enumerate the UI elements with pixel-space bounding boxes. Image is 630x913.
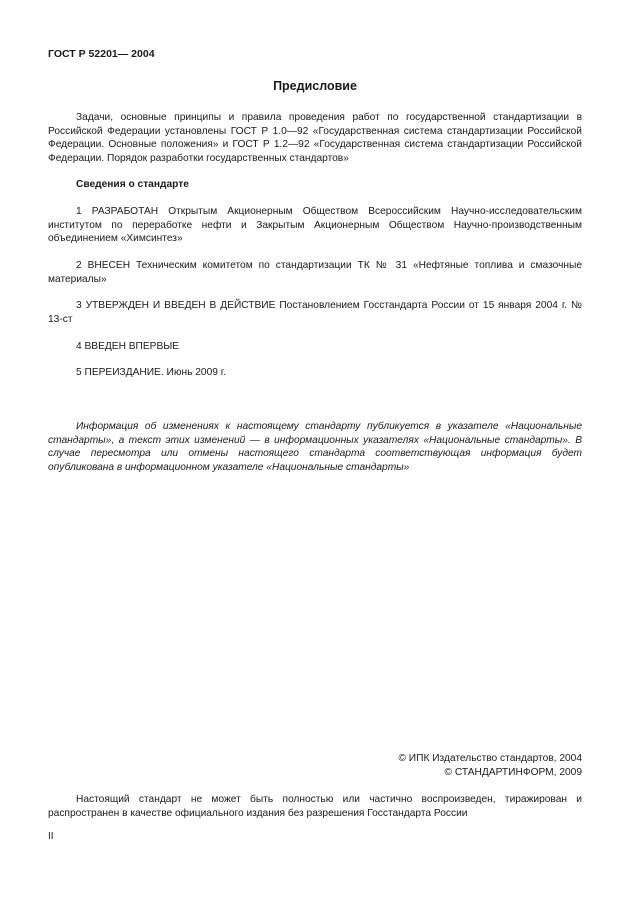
document-id: ГОСТ Р 52201— 2004 bbox=[48, 48, 155, 60]
copyright-line-1: © ИПК Издательство стандартов, 2004 bbox=[398, 753, 582, 764]
reproduction-notice: Настоящий стандарт не может быть полностью или частично воспроизведен, тиражирован и распространен в качестве официального издания без разрешения Госстандарта России bbox=[48, 794, 582, 819]
page-number: II bbox=[48, 831, 54, 842]
item-approved: 3 УТВЕРЖДЕН И ВВЕДЕН В ДЕЙСТВИЕ Постановлением Госстандарта России от 15 января 2004 г. № 13-ст bbox=[48, 300, 582, 325]
intro-paragraph: Задачи, основные принципы и правила проведения работ по государственной стандартизации в Российской Федерации установлены ГОСТ Р 1.0—92 «Государственная система стандартизации Российской Федерации. Основные положения» и ГОСТ Р 1.2—92 «Государственная система стандартизации Российской Федерации. Порядок разработки государственных стандартов» bbox=[48, 112, 582, 164]
item-developed: 1 РАЗРАБОТАН Открытым Акционерным Обществом Всероссийским Научно-исследовательским институтом по переработке нефти и Закрытым Акционерным Обществом Научно-производственным объединением «Химсинтез» bbox=[48, 206, 582, 244]
page-title: Предисловие bbox=[273, 79, 357, 93]
item-submitted: 2 ВНЕСЕН Техническим комитетом по стандартизации ТК № 31 «Нефтяные топлива и смазочные материалы» bbox=[48, 260, 582, 285]
section-title: Сведения о стандарте bbox=[76, 179, 189, 190]
info-note: Информация об изменениях к настоящему стандарту публикуется в указателе «Национальные стандарты», а текст этих изменений — в информационных указателях «Национальные стандарты». В случае пересмотра или отмены настоящего стандарта соответствующая информация будет опубликована в информационном указателе «Национальные стандарты» bbox=[48, 421, 582, 473]
copyright-line-2: © СТАНДАРТИНФОРМ, 2009 bbox=[444, 767, 582, 778]
item-reissue: 5 ПЕРЕИЗДАНИЕ. Июнь 2009 г. bbox=[76, 367, 227, 378]
item-first-introduced: 4 ВВЕДЕН ВПЕРВЫЕ bbox=[76, 341, 180, 352]
